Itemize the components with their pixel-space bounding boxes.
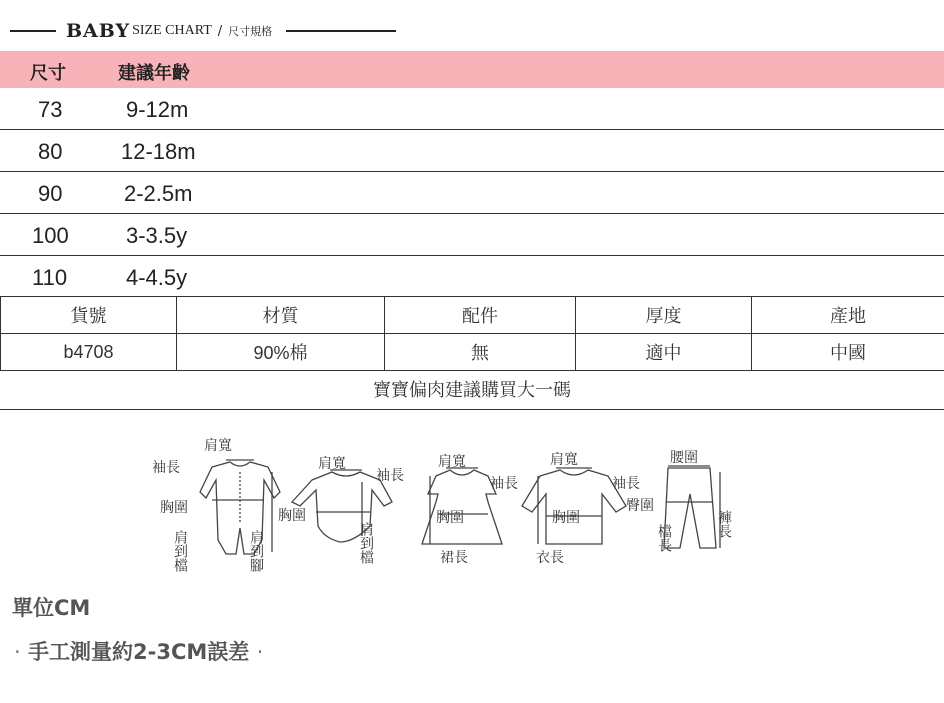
label-sleeve-length: 袖長: [152, 460, 180, 476]
label-sleeve-length: 袖長: [612, 476, 640, 492]
header-baby: BABY: [66, 20, 131, 42]
table-row: [0, 256, 944, 297]
label-sleeve-length: 袖長: [376, 468, 404, 484]
measurement-error-note: [14, 636, 263, 666]
label-sleeve-length: 袖長: [490, 476, 518, 492]
header-slash: /: [217, 23, 223, 39]
label-shoulder-to-crotch: 肩到檔: [172, 530, 188, 572]
label-skirt-length: 裙長: [440, 550, 468, 566]
header-rule-left: [10, 30, 56, 32]
label-shoulder-width: 肩寬: [204, 438, 232, 454]
size-table-header: [0, 51, 944, 88]
spec-header-accessories: 配件: [385, 297, 576, 334]
size-header: 尺寸: [30, 63, 66, 84]
age-cell: 12-18m: [121, 139, 196, 164]
label-chest: 胸圍: [552, 510, 580, 526]
table-row: [0, 214, 944, 256]
age-cell: 2-2.5m: [124, 181, 193, 206]
spec-header-thickness: 厚度: [576, 297, 752, 334]
header-size-chart: SIZE CHART: [132, 23, 212, 38]
chart-header: [10, 18, 396, 44]
label-chest: 胸圍: [278, 508, 306, 524]
size-cell: 110: [32, 265, 68, 290]
header-rule-right: [286, 30, 396, 32]
table-row: [0, 172, 944, 214]
label-chest: 胸圍: [436, 510, 464, 526]
size-cell: 90: [38, 181, 63, 206]
spec-header-material: 材質: [177, 297, 385, 334]
diagram-labels: [152, 438, 732, 572]
spec-value-row: [1, 334, 944, 371]
error-note-text: 手工測量約2-3CM誤差: [28, 640, 250, 664]
label-crotch-length: 檔長: [656, 524, 672, 552]
label-shoulder-width: 肩寬: [438, 454, 466, 470]
size-cell: 100: [32, 223, 69, 248]
label-chest: 胸圍: [160, 500, 188, 516]
table-row: [0, 88, 944, 130]
spec-material: 90%棉: [177, 334, 385, 371]
label-hip: 臀圍: [626, 498, 654, 514]
spec-table: [0, 296, 944, 371]
label-shoulder-width: 肩寬: [318, 456, 346, 472]
table-row: [0, 130, 944, 172]
spec-thickness: 適中: [576, 334, 752, 371]
spec-header-origin: 產地: [752, 297, 944, 334]
header-cn-title: 尺寸規格: [228, 25, 273, 38]
age-cell: 9-12m: [126, 97, 189, 122]
size-cell: 73: [38, 97, 63, 122]
age-cell: 3-3.5y: [126, 223, 188, 248]
pants-illustration: [664, 466, 720, 548]
label-shoulder-width: 肩寬: [550, 452, 578, 468]
label-shoulder-to-crotch: 肩到檔: [358, 522, 374, 564]
romper-illustration: [200, 460, 280, 554]
label-waist: 腰圍: [670, 450, 698, 466]
spec-item-no: b4708: [1, 334, 177, 371]
unit-label: 單位CM: [12, 596, 91, 620]
measurement-diagram: [140, 432, 760, 582]
spec-accessories: 無: [385, 334, 576, 371]
label-pants-length: 褲長: [716, 510, 732, 538]
spec-header-row: [1, 297, 944, 334]
spec-header-item-no: 貨號: [1, 297, 177, 334]
age-header: 建議年齡: [118, 63, 190, 84]
bullet-left: ·: [14, 640, 21, 664]
spec-origin: 中國: [752, 334, 944, 371]
bullet-right: ·: [256, 640, 264, 664]
label-garment-length: 衣長: [536, 550, 564, 566]
age-cell: 4-4.5y: [126, 265, 188, 290]
label-shoulder-to-foot: 肩到腳: [248, 530, 264, 572]
size-advice-note: 寶寶偏肉建議購買大一碼: [0, 372, 944, 410]
top-illustration: [522, 468, 626, 544]
size-cell: 80: [38, 139, 63, 164]
